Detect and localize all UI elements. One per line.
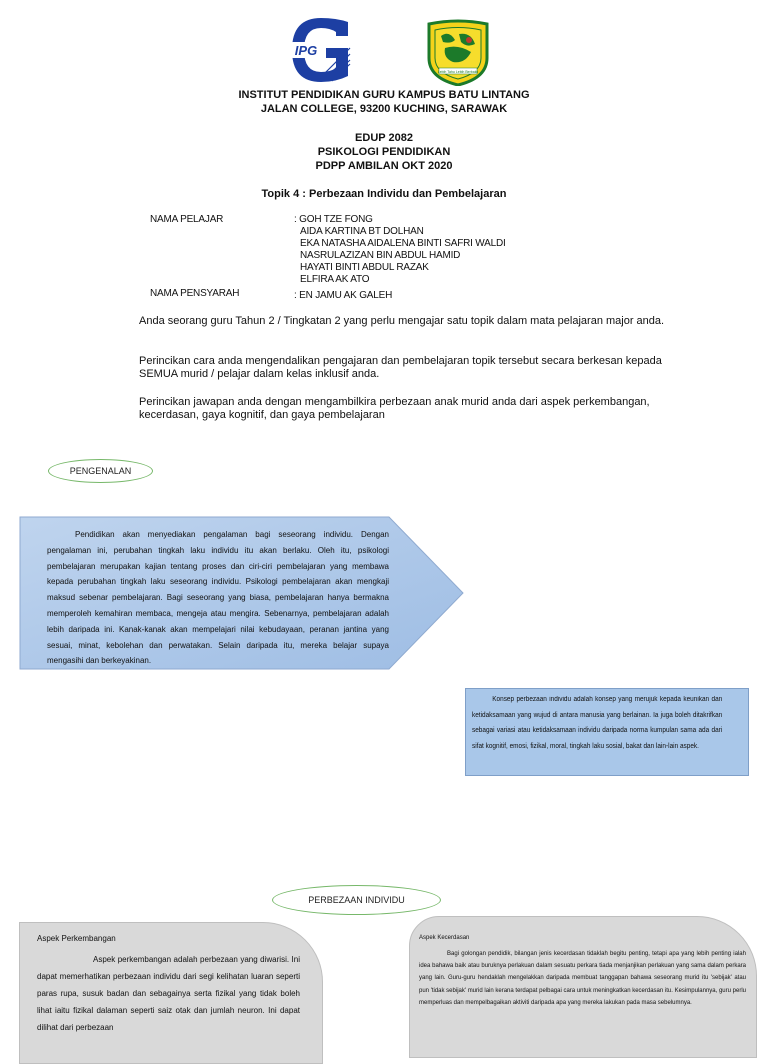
development-title: Aspek Perkembangan — [37, 934, 116, 943]
topic-title: Topik 4 : Perbezaan Individu dan Pembelajaran — [261, 188, 507, 200]
diff-heading-oval — [272, 885, 441, 915]
student-name: : GOH TZE FONG — [294, 214, 373, 225]
student-name: AIDA KARTINA BT DOLHAN — [300, 226, 424, 237]
student-name: NASRULAZIZAN BIN ABDUL HAMID — [300, 250, 461, 261]
institution-name: INSTITUT PENDIDIKAN GURU KAMPUS BATU LINTANG — [238, 89, 530, 101]
student-name: HAYATI BINTI ABDUL RAZAK — [300, 262, 429, 273]
intelligence-title: Aspek Kecerdasan — [419, 935, 470, 941]
student-name: ELFIRA AK ATO — [300, 274, 370, 285]
diff-heading: PERBEZAAN INDIVIDU — [308, 895, 405, 905]
lecturer-label: NAMA PENSYARAH — [150, 288, 240, 299]
course-code: EDUP 2082 — [355, 132, 413, 144]
task-paragraph-3: Perincikan jawapan anda dengan mengambilkira perbezaan anak murid anda dari aspek perkembangan, kecerdasan, gaya kognitif, dan gaya pembelajaran — [139, 396, 650, 421]
intro-heading: PENGENALAN — [69, 466, 132, 476]
institution-address: JALAN COLLEGE, 93200 KUCHING, SARAWAK — [260, 103, 508, 115]
intelligence-text: Bagi golongan pendidik, bilangan jenis kecerdasan tidaklah begitu penting, tetapi apa yang lebih penting ialah idea bahawa baik atau buruknya perlakuan dalam sesuatu perkara tiada menjanjikan perlakuan yang sama dalam perkara yang lain. Guru-guru hendaklah mengelakkan daripada membuat tanggapan bahawa seseorang murid itu 'sebijak' atau pun 'tidak sebijak' murid lain kerana terdapat pelbagai cara untuk meningkatkan kecerdasan itu. Kesimpulannya, guru perlu memperluas dan mempelbagaikan aktiviti daripada apa yang mereka lakukan pada masa sebelumnya. — [419, 951, 746, 1006]
development-text: Aspek perkembangan adalah perbezaan yang diwarisi. Ini dapat memerhatikan perbezaan individu dari segi kelihatan luaran seperti paras rupa, susuk badan dan sebagainya serta fizikal yang tidak boleh lihat iaitu fizikal dalaman seperti saiz otak dan jumlah neuron. Ini dapat dilihat dari perbezaan — [37, 955, 300, 1032]
concept-text: Konsep perbezaan individu adalah konsep yang merujuk kepada keunikan dan ketidaksamaan yang wujud di antara manusia yang berlainan. Ia juga boleh ditakrifkan sebagai variasi atau ketidaksamaan individu daripada norma kumpulan sama ada dari sifat kognitif, emosi, fizikal, moral, tingkah laku sosial, bakat dan lain-lain aspek. — [472, 696, 723, 750]
ipg-logo — [290, 18, 352, 82]
student-name: EKA NATASHA AIDALENA BINTI SAFRI WALDI — [300, 238, 506, 249]
intro-heading-oval — [48, 459, 153, 483]
student-label: NAMA PELAJAR — [150, 214, 224, 225]
program-intake: PDPP AMBILAN OKT 2020 — [315, 160, 453, 172]
task-paragraph-1: Anda seorang guru Tahun 2 / Tingkatan 2 yang perlu mengajar satu topik dalam mata pelajaran major anda. — [139, 315, 665, 327]
lecturer-name: : EN JAMU AK GALEH — [294, 290, 393, 301]
college-crest — [425, 18, 491, 86]
crest-motto: Lebih Tahu Lebih Berbakti — [437, 70, 479, 74]
course-name: PSIKOLOGI PENDIDIKAN — [317, 146, 451, 158]
student-list — [294, 214, 506, 286]
intro-text: Pendidikan akan menyediakan pengalaman bagi seseorang individu. Dengan pengalaman ini, perubahan tingkah laku individu itu akan berlaku. Oleh itu, psikologi pembelajaran merupakan kajian tentang proses dan ciri-ciri pembelajaran yang membawa kepada perubahan tingkah laku seseorang individu. Psikologi pembelajaran akan mengkaji maksud sebenar pembelajaran. Bagi seseorang yang biasa, pembelajaran hanya bermakna memperoleh kemahiran membaca, mengeja atau mengira. Sebenarnya, pembelajaran adalah lebih daripada ini. Kanak-kanak akan mempelajari nilai kebudayaan, peranan jantina yang sesuai, minat, kebolehan dan perwatakan. Selain daripada itu, mereka belajar supaya mengasihi dan berkeyakinan. — [47, 530, 389, 666]
task-paragraph-2: Perincikan cara anda mengendalikan pengajaran dan pembelajaran topik tersebut secara berkesan kepada SEMUA murid / pelajar dalam kelas inklusif anda. — [139, 355, 662, 380]
ipg-logo-text: IPG — [294, 43, 318, 58]
